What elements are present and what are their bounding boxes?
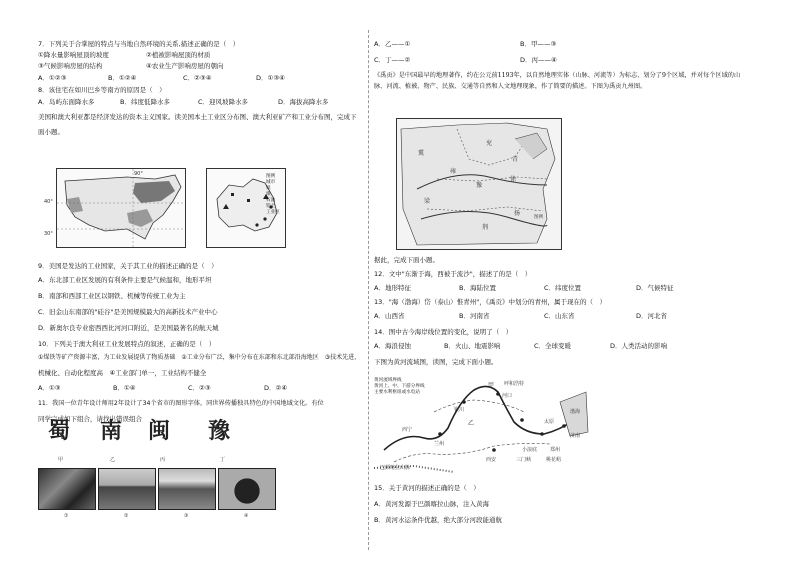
- yugong-after-map: 据此，完成下面小题。: [374, 256, 439, 264]
- passage-usa-australia: 美国和澳大利亚都是经济发达的资本主义国家。读美国本土工业区分布图、澳大利亚矿产和工业分布图，完成下面小题。: [38, 113, 357, 136]
- city-taiyuan: 太原: [544, 419, 555, 425]
- q9-option-c[interactable]: C．旧金山东南部的"硅谷"是美国规模最大的高新技术产业中心: [38, 308, 218, 316]
- photo-label-2: ②: [124, 513, 129, 519]
- top-option-a[interactable]: A．乙——①: [374, 40, 411, 48]
- mountain-bayanhar: 巴颜喀拉山脉: [380, 465, 411, 471]
- q11-stem: 11．我国一位青年设计师用2年设计了34个省市的图形字体，同世界传播独具特色的中国地域文化。有位: [38, 400, 324, 407]
- city-xining: 西宁: [402, 427, 413, 433]
- q15-option-a[interactable]: A．黄河发源于巴颜喀拉山脉，注入黄海: [374, 500, 489, 508]
- city-hohhot: 呼和浩特: [504, 381, 525, 387]
- usa-map-graphic: [57, 169, 185, 247]
- q10-statements-cont: 机械化、自动化程度高 ④工业部门单一，工业结构不健全: [38, 369, 207, 377]
- top-option-c[interactable]: C．丁——②: [374, 56, 411, 64]
- q15-option-b[interactable]: B．黄河水运条件优越，绝大部分河段能通航: [374, 516, 502, 524]
- usa-lat-30: 30°: [44, 231, 53, 237]
- label-yi: 乙: [468, 420, 475, 427]
- glyph-label-yi: 乙: [110, 457, 116, 463]
- legend-bauxite: 铝土: [266, 204, 276, 209]
- usa-lat-40: 40°: [44, 199, 53, 205]
- q8-stem: 8．该住宅在如川巴乡等南方的原因是（ ）: [38, 86, 166, 94]
- q14-option-d[interactable]: D．人类活动的影响: [610, 342, 668, 350]
- region-yu: 豫: [476, 182, 483, 189]
- q14-option-c[interactable]: C．全球变暖: [534, 342, 572, 350]
- glyph-label-bing: 丙: [160, 457, 166, 463]
- city-taohuayu: 桃花峪: [546, 457, 562, 463]
- q9-stem: 9．美国是发达的工业国家，关于其工业的描述正确的是（ ）: [38, 262, 218, 270]
- q13-option-a[interactable]: A．山西省: [374, 312, 405, 320]
- region-liang: 梁: [424, 198, 431, 205]
- photo-fruit: [218, 468, 276, 510]
- q10-option-a[interactable]: A．①③: [38, 384, 61, 392]
- q7-option-a[interactable]: A．①②③: [38, 74, 67, 82]
- region-yang: 扬: [514, 210, 521, 217]
- q12-option-d[interactable]: D．气候特征: [636, 284, 674, 292]
- legend-oil: 石油: [266, 198, 276, 203]
- photo-label-3: ③: [184, 513, 189, 519]
- q15-stem: 15．关于黄河的描述正确的是（ ）: [374, 484, 480, 492]
- q7-stem: 7．下列关于合掌屋的特点与当地自然环境的关系,描述正确的是（ ）: [38, 40, 240, 48]
- region-xu: 徐: [510, 176, 517, 183]
- glyph-label-jia: 甲: [58, 457, 64, 463]
- q7-option-b[interactable]: B．①②④: [108, 74, 137, 82]
- australia-legend-title: 图例: [266, 174, 276, 179]
- legend-coal: 煤: [266, 192, 271, 197]
- city-sanmenxia: 三门峡: [516, 457, 532, 463]
- city-xiaolangdi: 小浪底: [522, 447, 538, 453]
- yellow-legend-basin: 黄河流域界线: [374, 378, 402, 383]
- q8-option-a[interactable]: A．岛屿东面降水多: [38, 98, 95, 106]
- column-divider: [368, 30, 369, 550]
- glyph-label-ding: 丁: [220, 457, 226, 463]
- q10-statements: ①煤铁等矿产资源丰富，为工业发展提供了物质基础 ②工业分布广泛，集中分布在东部和东北部沿海地区 ③技术先进，: [38, 354, 361, 361]
- q13-option-b[interactable]: B．河南省: [459, 312, 490, 320]
- q14-option-b[interactable]: B．火山、地震影响: [444, 342, 501, 350]
- q9-option-d[interactable]: D．新奥尔良专业密西西比河河口附近，是美国最著名的航天城: [38, 324, 219, 332]
- yugong-legend-title: 图例: [534, 215, 544, 220]
- q8-option-c[interactable]: C．迎风坡降水多: [198, 98, 249, 106]
- q9-option-a[interactable]: A．东北部工业区发展的有利条件主要是气候温和，地形平坦: [38, 276, 212, 284]
- label-bohai: 渤海: [570, 409, 581, 415]
- photo-label-4: ④: [244, 513, 249, 519]
- glyph-yi: 南: [100, 419, 121, 444]
- q12-option-c[interactable]: C．纬度位置: [544, 284, 582, 292]
- photo-opera-mask: [38, 468, 96, 510]
- q13-option-d[interactable]: D．河北省: [636, 312, 668, 320]
- q7-s1a: ①降水量影响屋顶的坡度: [38, 51, 109, 59]
- q8-option-d[interactable]: D．海拔高降水多: [278, 98, 329, 106]
- q8-option-b[interactable]: B．纬度低降水多: [120, 98, 170, 106]
- q10-stem: 10．下列关于澳大利亚工业发展特点的叙述，正确的是（ ）: [38, 340, 216, 348]
- q12-option-a[interactable]: A．地形特征: [374, 284, 411, 292]
- q10-option-d[interactable]: D．②④: [264, 384, 288, 392]
- yellow-legend-dam: 主要水利枢纽或水电站: [374, 390, 420, 395]
- q7-s2a: ③气候影响房屋的结构: [38, 62, 103, 70]
- photo-label-1: ①: [64, 513, 69, 519]
- yellow-legend: [374, 378, 425, 396]
- top-option-d[interactable]: D．丙——④: [520, 56, 557, 64]
- usa-lon-90: 90°: [134, 171, 143, 177]
- q13-option-c[interactable]: C．山东省: [544, 312, 575, 320]
- region-jing: 荆: [482, 224, 489, 231]
- city-jinan: 济南: [570, 433, 581, 439]
- q10-option-b[interactable]: B．①④: [113, 384, 136, 392]
- q9-option-b[interactable]: B．南部和西部工业区以钢铁、机械等传统工业为主: [38, 292, 186, 300]
- glyph-jia: 蜀: [48, 419, 69, 444]
- region-yan: 兖: [486, 140, 493, 147]
- australia-legend: [266, 174, 280, 216]
- q7-option-d[interactable]: D．①③④: [256, 74, 285, 82]
- city-yinchuan: 银川: [454, 407, 465, 413]
- region-ji: 冀: [418, 150, 425, 157]
- q7-s1b: ②植被影响屋顶的材质: [146, 51, 211, 59]
- region-yong: 雍: [450, 168, 457, 175]
- photo-ruins: [98, 468, 156, 510]
- yellow-river-intro: 下图为黄河流域图，读图，完成下面小题。: [374, 358, 498, 366]
- glyph-bing: 闽: [148, 419, 169, 444]
- legend-industrial: 工业区: [266, 210, 280, 215]
- q11-stem-cont: 同学完成如下组合，请找出错误组合: [38, 415, 142, 423]
- q13-stem: 13．"海（渤海）岱（泰山）惟青州"，《禹贡》中划分的青州，属于现在的（ ）: [374, 298, 607, 306]
- city-xian: 西安: [486, 457, 497, 463]
- glyph-ding: 豫: [208, 419, 229, 444]
- label-jia: 甲: [488, 382, 495, 389]
- top-option-b[interactable]: B．甲——③: [520, 40, 557, 48]
- city-lanzhou: 兰州: [434, 441, 445, 447]
- photo-palace: [158, 468, 216, 510]
- q10-option-c[interactable]: C．②③: [188, 384, 211, 392]
- q7-option-c[interactable]: C．②③④: [183, 74, 212, 82]
- usa-industry-map: [56, 168, 186, 248]
- q14-option-a[interactable]: A．海浪侵蚀: [374, 342, 411, 350]
- q12-option-b[interactable]: B．海陆位置: [459, 284, 496, 292]
- legend-city: 城市: [266, 180, 276, 185]
- region-qing: 青: [512, 156, 519, 163]
- city-zhengzhou: 郑州: [550, 447, 561, 453]
- q7-s2b: ④农业生产影响房屋的朝向: [146, 62, 224, 70]
- q12-stem: 12．文中"东渐于海，西被于流沙"，描述了的是（ ）: [374, 270, 532, 278]
- city-hekou: 河口: [502, 393, 513, 399]
- yellow-legend-reach: 黄河上、中、下游分界线: [374, 384, 425, 389]
- passage-yugong: 《禹贡》是中国最早的地理著作，约在公元前1193年，以自然地理实体（山脉、河流等）为标志，划分了9个区域，并对每个区域的山脉、河流、植被、物产、民族、交通等自然和人文地理现象，作了简要的描述。下图为禹贡九州图。: [374, 72, 741, 90]
- q14-stem: 14．图中古今海岸线位置的变化，说明了（ ）: [374, 328, 513, 336]
- legend-iron: 铁: [266, 186, 271, 191]
